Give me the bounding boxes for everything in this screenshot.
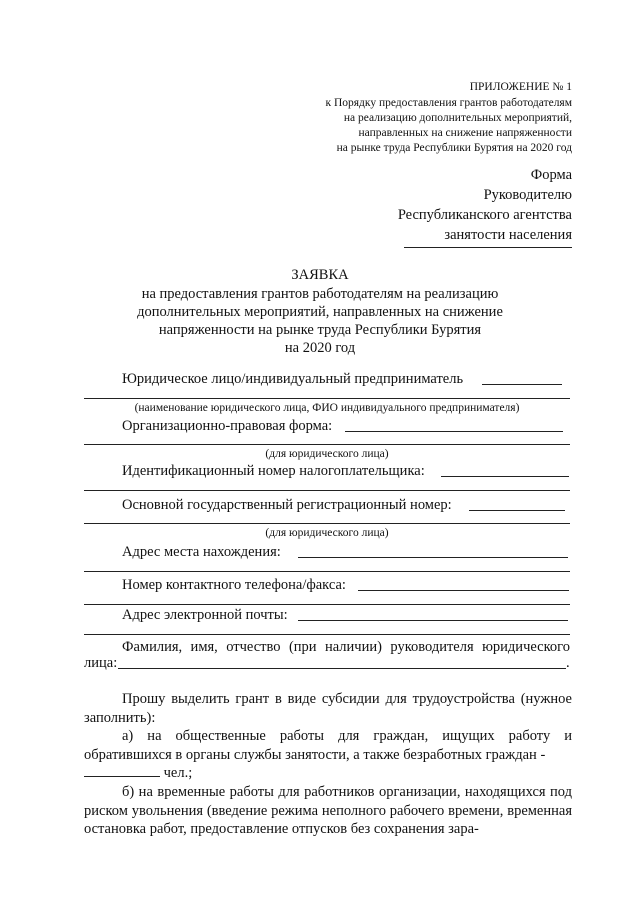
- addressee-line: Руководителю: [483, 187, 572, 203]
- entity-hint: (наименование юридического лица, ФИО индивидуального предпринимателя): [134, 402, 520, 414]
- head-name-label: Фамилия, имя, отчество (при наличии) руководителя юридического: [122, 639, 570, 655]
- appendix-title: ПРИЛОЖЕНИЕ № 1: [469, 81, 572, 93]
- ogrn-full-line[interactable]: [84, 523, 570, 524]
- head-name-input-line[interactable]: [118, 668, 566, 669]
- ogrn-label: Основной государственный регистрационный номер:: [122, 497, 452, 513]
- request-option-b: б) на временные работы для работников организации, находящихся под риском увольнения (введение режима неполного рабочего времени, временная остановка работ, предоставление отпусков без сохранения зара-: [84, 784, 572, 838]
- entity-full-line[interactable]: [84, 398, 570, 399]
- appendix-line: направленных на снижение напряженности: [358, 127, 572, 139]
- option-a-count-line[interactable]: [84, 764, 160, 777]
- legal-form-full-line[interactable]: [84, 444, 570, 445]
- address-full-line[interactable]: [84, 571, 570, 572]
- document-subtitle-line: на 2020 год: [284, 340, 356, 356]
- period: .: [566, 655, 570, 671]
- email-label: Адрес электронной почты:: [122, 607, 288, 623]
- appendix-line: на реализацию дополнительных мероприятий,: [343, 112, 572, 124]
- phone-input-line[interactable]: [358, 590, 569, 591]
- document-subtitle-line: напряженности на рынке труда Республики Бурятия: [158, 322, 482, 338]
- document-title: ЗАЯВКА: [291, 267, 349, 283]
- request-option-a: [84, 727, 572, 783]
- inn-full-line[interactable]: [84, 490, 570, 491]
- inn-input-line[interactable]: [441, 476, 569, 477]
- legal-form-input-line[interactable]: [345, 431, 563, 432]
- addressee-line: Республиканского агентства: [397, 207, 572, 223]
- entity-label: Юридическое лицо/индивидуальный предприниматель: [122, 371, 464, 387]
- appendix-line: к Порядку предоставления грантов работодателям: [325, 97, 572, 109]
- addressee-line: занятости населения: [444, 227, 572, 243]
- address-input-line[interactable]: [298, 557, 568, 558]
- legal-form-label: Организационно-правовая форма:: [122, 418, 333, 434]
- head-name-label-cont: лица:: [84, 655, 118, 671]
- addressee-blank-line: [404, 247, 572, 248]
- document-subtitle-line: дополнительных мероприятий, направленных на снижение: [137, 304, 503, 320]
- appendix-line: на рынке труда Республики Бурятия на 2020 год: [336, 142, 572, 154]
- inn-label: Идентификационный номер налогоплательщика:: [122, 463, 425, 479]
- email-input-line[interactable]: [298, 620, 568, 621]
- phone-label: Номер контактного телефона/факса:: [122, 577, 346, 593]
- request-intro: Прошу выделить грант в виде субсидии для трудоустройства (нужное заполнить):: [84, 691, 572, 726]
- email-full-line[interactable]: [84, 634, 570, 635]
- ogrn-input-line[interactable]: [469, 510, 565, 511]
- request-option-a-tail: чел.;: [163, 765, 193, 782]
- document-subtitle-line: на предоставления грантов работодателям на реализацию: [141, 286, 499, 302]
- legal-form-hint: (для юридического лица): [265, 448, 389, 460]
- request-option-a-text: а) на общественные работы для граждан, ищущих работу и обратившихся в органы службы занятости, а также безработных граждан -: [84, 728, 572, 763]
- entity-input-line[interactable]: [482, 384, 562, 385]
- ogrn-hint: (для юридического лица): [265, 527, 389, 539]
- address-label: Адрес места нахождения:: [122, 544, 281, 560]
- form-label: Форма: [530, 167, 572, 183]
- phone-full-line[interactable]: [84, 604, 570, 605]
